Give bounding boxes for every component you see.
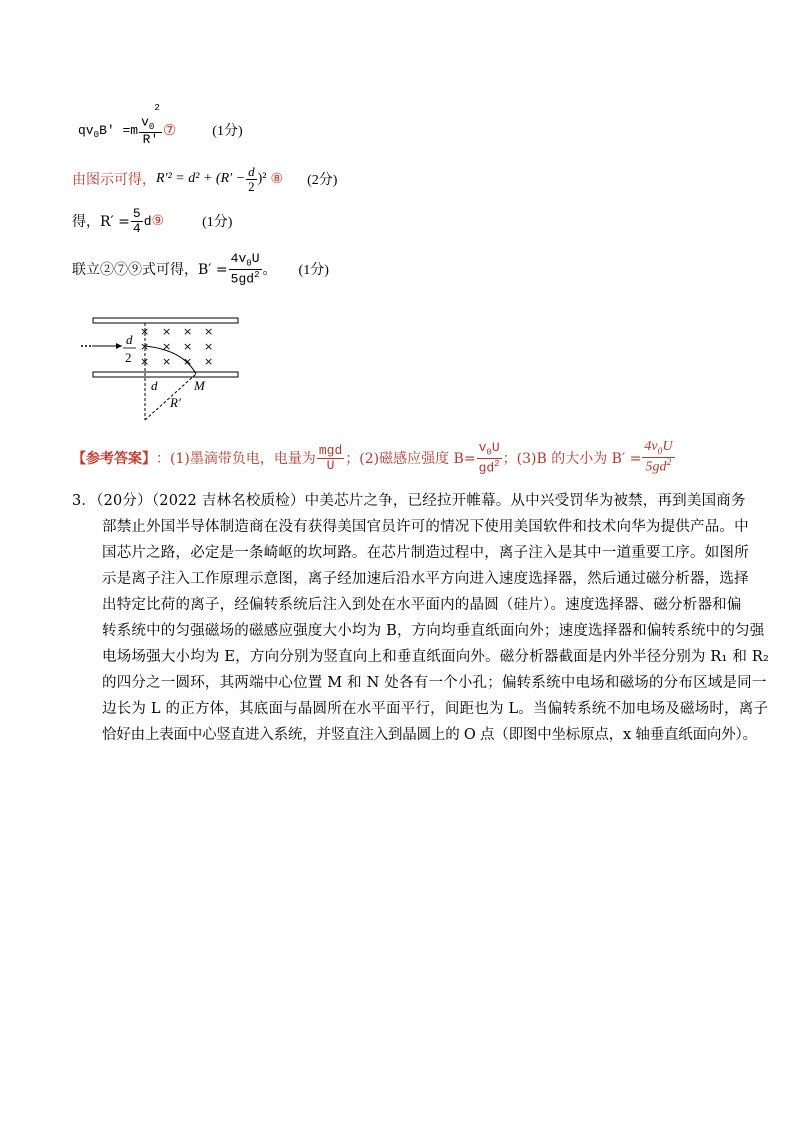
- answer-c-num-tail: U: [662, 439, 673, 455]
- field-cross: ×: [204, 340, 214, 353]
- eq9-marker: ⑨: [151, 213, 165, 229]
- answer-q-num: mgd: [318, 442, 343, 458]
- answer-b-fraction: [477, 441, 502, 474]
- field-cross: ×: [140, 340, 150, 353]
- eq10-score: (1分): [298, 263, 329, 278]
- eq10-den-sup: 2: [254, 268, 260, 280]
- answer-b-num-tail: U: [491, 440, 500, 456]
- answer-c-num: 4v: [644, 439, 658, 455]
- label-d2-den: 2: [125, 350, 132, 365]
- answer-c-num-sub: 0: [657, 446, 663, 458]
- eq10-num-sub: 0: [246, 258, 252, 270]
- problem-line: 示是离子注入工作原理示意图，离子经加速后沿水平方向进入速度选择器，然后通过磁分析器，选择: [102, 571, 749, 587]
- eq10-num: 4v: [230, 251, 247, 267]
- eq7-fraction: [139, 102, 162, 147]
- eq8-marker: ⑧: [270, 171, 284, 187]
- eq9-fraction: [131, 207, 143, 235]
- eq7-lhs-sub: 0: [93, 128, 100, 140]
- answer-c-fraction: [642, 440, 674, 475]
- eq7-lhs: qv: [78, 122, 94, 138]
- eq9-den: 4: [132, 220, 141, 236]
- eq8-prefix: 由图示可得，: [72, 172, 156, 188]
- problem-line: 出特定比荷的离子，经偏转系统后注入到处在水平面内的晶圆（硅片）。速度选择器、磁分析器和偏: [102, 597, 742, 613]
- problem-line: 恰好由上表面中心竖直进入系统，并竖直注入到晶圆上的 O 点（即图中坐标原点，x 轴垂直纸面向外）。: [102, 727, 757, 743]
- problem-line: 边长为 L 的正方体，其底面与晶圆所在水平面平行，间距也为 L。当偏转系统不加电场及磁场时，离子: [102, 701, 769, 717]
- answer-c-den-sup: 2: [666, 457, 672, 469]
- field-cross: ×: [162, 325, 172, 338]
- field-cross: ×: [140, 325, 150, 338]
- eq7-num-sub: 0: [148, 121, 155, 133]
- eq10-fraction: [229, 252, 262, 285]
- field-cross: ×: [162, 340, 172, 353]
- eq9-score: (1分): [202, 215, 233, 230]
- label-M: M: [194, 378, 205, 393]
- answer-c-den: 5gd: [645, 460, 667, 476]
- top-plate: [93, 318, 238, 323]
- field-cross: ×: [162, 355, 172, 368]
- eq7-score: (1分): [212, 124, 243, 139]
- eq8-den: 2: [248, 178, 255, 194]
- eq8-num: d: [248, 163, 255, 179]
- eq8-fraction: [246, 165, 257, 193]
- label-d: d: [151, 378, 158, 393]
- answer-tag: 【参考答案】: [72, 451, 156, 467]
- field-cross: ×: [183, 355, 193, 368]
- problem-line: 3．（20分）（2022 吉林名校质检）中美芯片之争，已经拉开帷幕。从中兴受罚华为被禁，再到美国商务: [72, 493, 746, 509]
- problem-line: 电场场强大小均为 E，方向分别为竖直向上和垂直纸面向外。磁分析器截面是内外半径分别为 R₁ 和 R₂: [102, 649, 769, 665]
- field-cross: ×: [204, 325, 214, 338]
- answer-q-den: U: [326, 457, 335, 473]
- eq7-lhs-tail: B′ =m: [99, 122, 139, 138]
- eq10-tail: 。: [262, 262, 277, 278]
- problem-line: 国芯片之路，必定是一条崎岖的坎坷路。在芯片制造过程中，离子注入是其中一道重要工序。如图所: [102, 545, 749, 561]
- answer-b-num-sub: 0: [486, 447, 492, 459]
- problem-line: 转系统中的匀强磁场的磁感应强度大小均为 B，方向均垂直纸面向外；速度选择器和偏转系统中的匀强: [102, 623, 765, 639]
- equation-8: [72, 160, 337, 198]
- label-d2-num: d: [126, 332, 133, 347]
- answer-charge-fraction: [317, 444, 344, 472]
- field-cross: ×: [183, 340, 193, 353]
- equation-7: [78, 102, 243, 150]
- eq8-formula-a: R′² = d² + (R′ −: [156, 171, 246, 186]
- deflection-figure: [78, 312, 248, 432]
- eq9-num: 5: [132, 205, 141, 221]
- problem-3: [72, 488, 769, 748]
- equation-10: [72, 248, 329, 290]
- eq8-formula-b: )²: [257, 171, 267, 186]
- reference-answer: [72, 436, 676, 480]
- answer-b-den: gd: [478, 459, 495, 475]
- answer-b-den-sup: 2: [494, 457, 500, 469]
- equation-9: [72, 203, 232, 239]
- eq7-num-sup: 2: [154, 102, 160, 114]
- eq9-prefix: 得，R′ =: [72, 214, 130, 230]
- eq7-den: R′: [142, 131, 159, 147]
- answer-part3: ；(3)B 的大小为 B′ =: [502, 451, 642, 467]
- field-cross: ×: [204, 355, 214, 368]
- eq8-score: (2分): [307, 173, 338, 188]
- eq9-tail: d: [143, 213, 152, 229]
- eq7-marker: ⑦: [162, 122, 177, 140]
- field-cross: ×: [140, 355, 150, 368]
- field-cross: ×: [183, 325, 193, 338]
- eq10-den: 5gd: [230, 270, 255, 286]
- answer-part2: ；(2)磁感应强度 B=: [345, 451, 476, 467]
- problem-line: 的四分之一圆环，其两端中心位置 M 和 N 处各有一个小孔；偏转系统中电场和磁场的分布区域是同一: [102, 675, 767, 691]
- label-R: R′: [170, 395, 181, 410]
- eq7-num: v: [141, 114, 149, 130]
- bottom-plate: [93, 372, 238, 377]
- answer-b-num: v: [478, 440, 487, 456]
- eq10-num-tail: U: [251, 251, 260, 267]
- answer-part1: ：(1)墨滴带负电，电量为: [156, 451, 316, 467]
- problem-line: 部禁止外国半导体制造商在没有获得美国官员许可的情况下使用美国软件和技术向华为提供产品。中: [102, 519, 749, 535]
- eq10-prefix: 联立②⑦⑨式可得，B′ =: [72, 262, 228, 278]
